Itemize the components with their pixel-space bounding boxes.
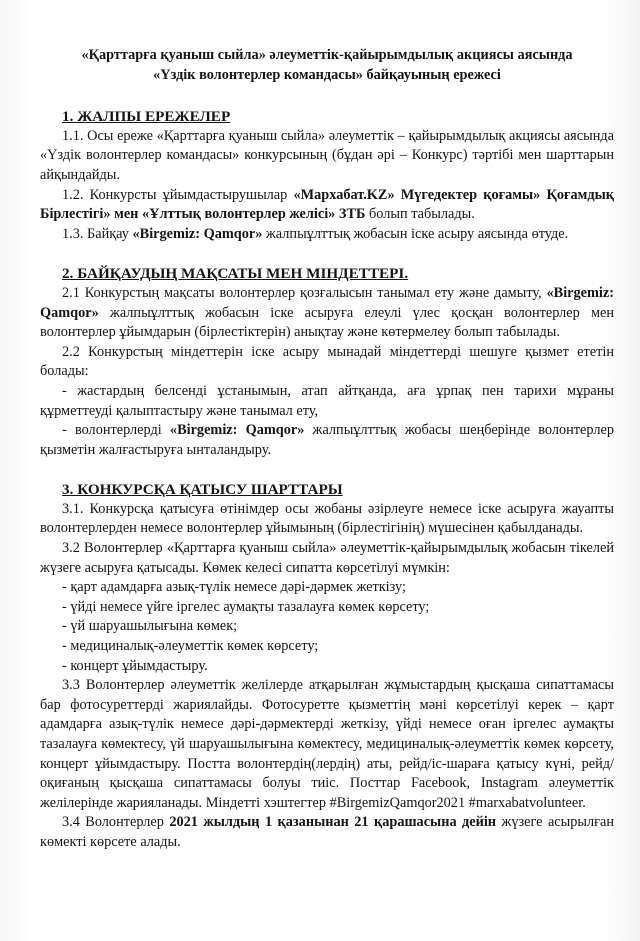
paragraph-2-1 [40, 284, 614, 343]
paragraph-1-2-end: болып табылады. [365, 206, 475, 223]
section-goals-and-tasks [40, 264, 614, 460]
section-general-provisions [40, 107, 614, 244]
paragraph-3-4-text: 3.4 Волонтерлер [62, 814, 170, 831]
paragraph-3-4 [40, 813, 614, 852]
section-participation-conditions [40, 480, 614, 852]
paragraph-1-3-end: жалпыұлттық жобасын іске асыру аясында өтуде. [262, 225, 569, 242]
list-item-volunteers [40, 421, 614, 460]
project-name-bold: «Birgemiz: Qamqor» [169, 422, 305, 439]
organizers-bold: «Мархабат.KZ» Мүгедектер қоғамы» Қоғамдық Бірлестігі» мен «Ұлттық волонтерлер желісі» ЗТБ [40, 186, 615, 223]
document-title [40, 46, 614, 85]
paragraph-1-2-text: 1.2. Конкурсты ұйымдастырушылар [62, 186, 294, 203]
list-item: - үй шаруашылығына көмек; [62, 618, 238, 635]
section-1-heading: 1. ЖАЛПЫ ЕРЕЖЕЛЕР [62, 108, 231, 126]
list-item: - қарт адамдарға азық-түлік немесе дәрі-дәрмек жеткізу; [62, 579, 406, 596]
paragraph-3-3: 3.3 Волонтерлер әлеуметтік желілерде атқарылған жұмыстардың қысқаша сипаттамасы бар фотосуреттерді жариялайды. Фотосуретте қызметтің мәні көрсетілуі керек – қарт адамдарға азық-түлік немесе дәрі-дәрмектерді жеткізу, үйді немесе оған іргелес аумақты тазалауға көмектесу, үй шаруашылығына көмектесу, медициналық-әлеуметтік көмек көрсету, концерт ұйымдастыру. Посттa волонтердің(лердің) аты, рейд/іс-шараға қатысу күні, рейд/оқиғаның қысқаша сипаттамасы болуы тиіс. Посттар Facebook, Instagram әлеуметтік желілерінде жарияланады. Міндетті хэштегтер #BirgemizQamqor2021 #marxabatvolunteer. [40, 677, 614, 811]
paragraph-1-1: 1.1. Осы ереже «Қарттарға қуаныш сыйла» әлеуметтік – қайырымдылық акциясы аясында «Үздік волонтерлер командасы» конкурсының (бұдан әрі – Конкурс) тәртібі мен шарттарын айқындайды. [40, 127, 614, 183]
paragraph-1-3 [40, 225, 614, 245]
paragraph-2-1-end: жалпыұлттық жобасын іске асыруға елеулі үлес қосқан волонтерлер мен волонтерлер ұйымдарын (бірлестіктерін) анықтау және көтермелеу болып табылады. [40, 304, 614, 341]
help-types-list [40, 578, 614, 676]
list-item-volunteers-text: - волонтерлерді [62, 422, 170, 439]
paragraph-3-4-end: жүзеге асырылған көмекті көрсете алады. [40, 814, 614, 850]
list-item-volunteers-end: жалпыұлттық жобасы шеңберінде волонтерлер қызметін жалғастыруға ынталандыру. [40, 422, 614, 458]
paragraph-2-2: 2.2 Конкурстың міндеттерін іске асыру мынадай міндеттерді шешуге қызмет ететін болады: [40, 343, 614, 380]
list-item-youth: - жастардың белсенді ұстанымын, атап айтқанда, аға ұрпақ пен тарихи мұраны құрметтеуді қалыптастыру және танымал ету, [40, 382, 614, 419]
list-item: - үйді немесе үйге іргелес аумақты тазалауға көмек көрсету; [62, 598, 430, 615]
project-name-bold: «Birgemiz: Qamqor» [132, 225, 263, 242]
paragraph-3-2: 3.2 Волонтерлер «Қарттарға қуаныш сыйла» әлеуметтік-қайырымдылық жобасын тікелей жүзеге асыруға қатысады. Көмек келесі сипатта көрсетілуі мүмкін: [40, 540, 614, 576]
list-item: - концерт ұйымдастыру. [62, 657, 208, 674]
project-name-bold: «Birgemiz: Qamqor» [40, 284, 614, 321]
paragraph-3-1: 3.1. Конкурсқа қатысуға өтінімдер осы жобаны әзірлеуге немесе іске асыруға жауапты волонтерлерден немесе волонтерлер ұйымының (бірлестігінің) мүшесінен қабылданады. [40, 500, 614, 537]
paragraph-1-3-text: 1.3. Байқау [62, 225, 133, 242]
title-line-1: «Қарттарға қуаныш сыйла» әлеуметтік-қайырымдылық акциясы аясында [81, 47, 573, 63]
date-range-bold: 2021 жылдың 1 қазанынан 21 қарашасына дейін [169, 814, 497, 831]
list-item: - медициналық-әлеуметтік көмек көрсету; [62, 638, 319, 655]
section-3-heading: 3. КОНКУРСҚА ҚАТЫСУ ШАРТТАРЫ [62, 481, 343, 499]
paragraph-1-2 [40, 186, 614, 225]
section-2-heading: 2. БАЙҚАУДЫҢ МАҚСАТЫ МЕН МІНДЕТТЕРІ. [62, 265, 409, 283]
paragraph-2-1-text: 2.1 Конкурстың мақсаты волонтерлер қозғалысын танымал ету және дамыту, [62, 284, 547, 301]
title-line-2: «Үздік волонтерлер командасы» байқауының ережесі [153, 66, 501, 83]
